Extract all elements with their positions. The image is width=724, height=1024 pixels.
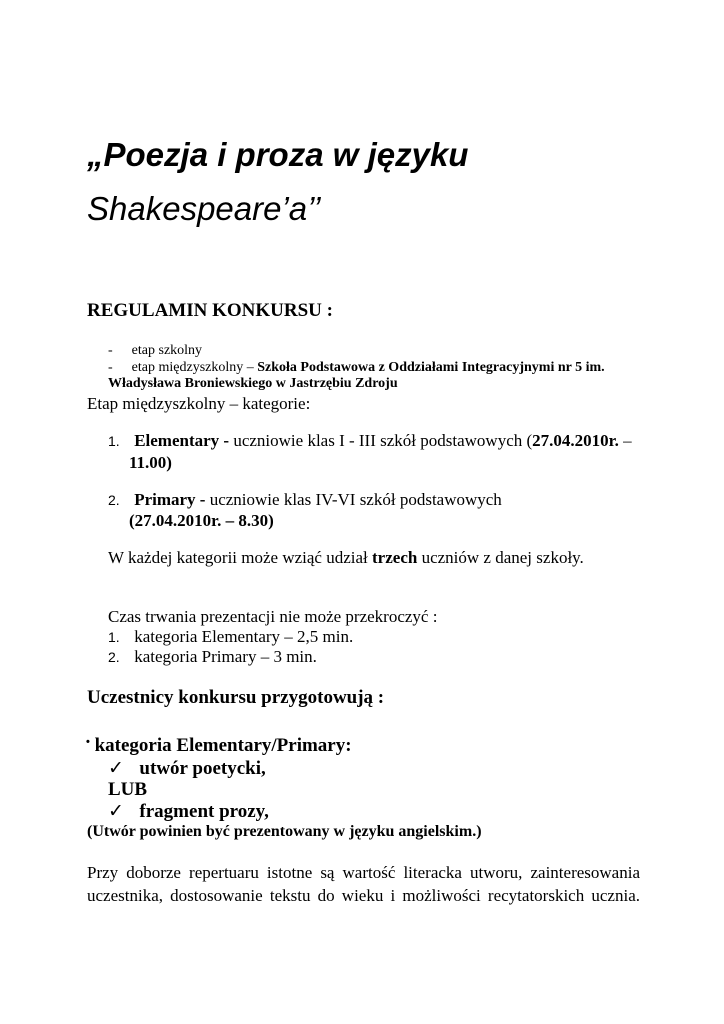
duration-text: kategoria Elementary – 2,5 min. — [134, 627, 354, 646]
document-title-line-2: Shakespeare’a’’ — [87, 190, 321, 227]
school-name-continuation: Władysława Broniewskiego w Jastrzębiu Zdroju — [108, 376, 398, 391]
list-number: 2. — [108, 649, 120, 665]
category-item-primary — [108, 490, 502, 510]
duration-item — [108, 647, 317, 667]
check-icon: ✓ — [108, 801, 124, 822]
note-bold: trzech — [372, 548, 418, 567]
bullet-icon: • — [86, 736, 90, 748]
rules-heading: REGULAMIN KONKURSU : — [87, 300, 333, 321]
prep-note: (Utwór powinien być prezentowany w języku angielskim.) — [87, 823, 482, 840]
option-text: utwór poetycki, — [139, 758, 266, 779]
prep-category-label: kategoria Elementary/Primary: — [94, 735, 352, 756]
list-number: 2. — [108, 492, 120, 508]
category-name: Elementary - — [134, 431, 230, 450]
closing-line-1: Przy doborze repertuaru istotne są wartość literacka utworu, zainteresowania — [87, 863, 640, 882]
check-icon: ✓ — [108, 758, 124, 779]
category-dash: – — [618, 431, 632, 450]
prepare-heading: Uczestnicy konkursu przygotowują : — [87, 687, 385, 708]
school-name: Szkoła Podstawowa z Oddziałami Integracyjnymi nr 5 im. — [257, 360, 605, 375]
category-name: Primary - — [134, 490, 206, 509]
duration-intro: Czas trwania prezentacji nie może przekroczyć : — [108, 607, 438, 626]
interschool-categories-label: Etap międzyszkolny – kategorie: — [87, 394, 311, 413]
duration-text: kategoria Primary – 3 min. — [134, 647, 317, 666]
prep-option-2 — [108, 800, 269, 823]
list-number: 1. — [108, 433, 120, 449]
note-text: W każdej kategorii może wziąć udział — [108, 548, 373, 567]
stage-dash: - — [108, 360, 113, 375]
stage-item-interschool — [108, 360, 605, 376]
list-number: 1. — [108, 629, 120, 645]
category-desc: uczniowie klas IV-VI szkół podstawowych — [205, 490, 502, 509]
duration-item — [108, 627, 353, 647]
note-text-end: uczniów z danej szkoły. — [417, 548, 584, 567]
document-title-line-1: „Poezja i proza w języku — [87, 136, 469, 173]
category-desc: uczniowie klas I - III szkół podstawowych ( — [229, 431, 533, 450]
category-time: 11.00) — [129, 453, 172, 472]
prep-option-1 — [108, 757, 266, 780]
prep-or: LUB — [108, 779, 148, 800]
participants-note — [108, 548, 584, 568]
stage-dash: - — [108, 343, 113, 358]
category-date: 27.04.2010r. — [532, 431, 619, 450]
category-date-time: (27.04.2010r. – 8.30) — [129, 511, 274, 530]
closing-line-2: uczestnika, dostosowanie tekstu do wieku i możliwości recytatorskich ucznia. — [87, 886, 640, 905]
stage-text: etap międzyszkolny – — [131, 360, 258, 375]
category-item-elementary — [108, 431, 632, 451]
prep-category — [86, 735, 352, 757]
stage-text: etap szkolny — [131, 343, 203, 358]
option-text: fragment prozy, — [139, 801, 269, 822]
stage-item-school — [108, 343, 202, 359]
